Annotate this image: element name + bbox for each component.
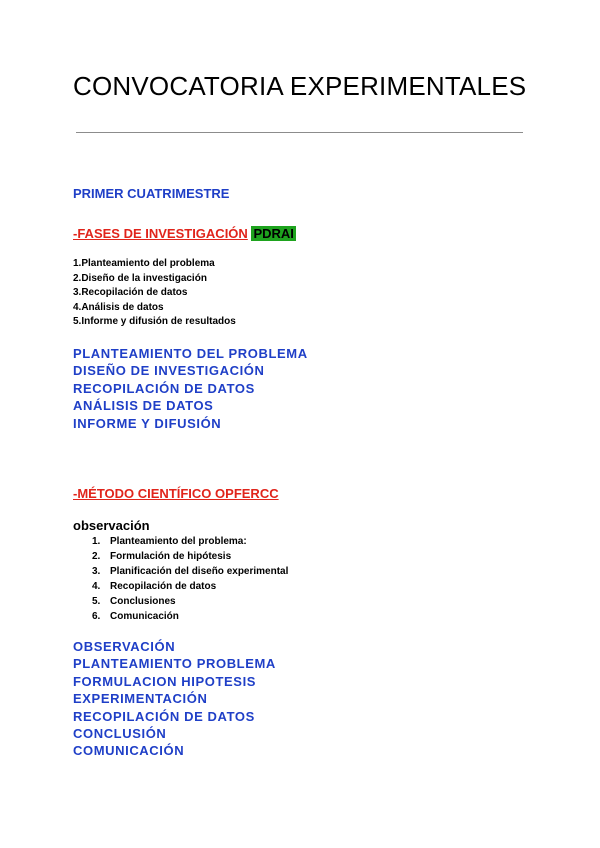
semester-heading: PRIMER CUATRIMESTRE [73,186,230,201]
list-item: INFORME Y DIFUSIÓN [73,415,222,431]
list-text: Recopilación de datos [110,580,217,592]
list-item: FORMULACION HIPOTESIS [73,673,257,689]
fases-summary-list [73,345,308,432]
list-item [92,580,288,595]
list-number: 3. [92,565,101,577]
list-item: 2.Diseño de la investigación [73,272,207,284]
list-item [92,565,288,580]
list-number: 2. [92,550,101,562]
list-text: Conclusiones [110,595,176,607]
fases-heading [73,226,296,241]
list-item: PLANTEAMIENTO DEL PROBLEMA [73,346,308,361]
metodo-steps-list [92,535,288,624]
list-text: Planteamiento del problema: [110,536,247,547]
list-item: RECOPILACIÓN DE DATOS [73,380,255,396]
fases-highlight-label: PDRAI [253,226,294,241]
list-item: OBSERVACIÓN [73,639,176,654]
list-number: 6. [92,610,101,622]
list-item: PLANTEAMIENTO PROBLEMA [73,656,276,672]
list-text: Formulación de hipótesis [110,550,232,562]
list-number: 5. [92,595,101,607]
metodo-summary-list [73,638,276,760]
list-item: RECOPILACIÓN DE DATOS [73,708,255,724]
metodo-heading-text: -MÉTODO CIENTÍFICO OPFERCC [73,486,279,501]
list-item: 1.Planteamiento del problema [73,258,215,269]
list-item [92,535,288,550]
list-item: EXPERIMENTACIÓN [73,691,208,707]
list-item: 4.Análisis de datos [73,301,164,313]
list-item: COMUNICACIÓN [73,743,185,759]
list-text: Planificación del diseño experimental [110,565,289,577]
list-item: 3.Recopilación de datos [73,287,188,299]
list-item: CONCLUSIÓN [73,726,167,742]
title-divider [76,132,523,133]
list-number: 1. [92,536,101,547]
document-title: CONVOCATORIA EXPERIMENTALES [73,71,527,101]
list-item [92,550,288,565]
list-text: Comunicación [110,610,179,622]
metodo-subheading: observación [73,518,150,533]
list-item [92,595,288,610]
metodo-heading [73,486,279,501]
fases-steps-list [73,257,236,330]
list-number: 4. [92,580,101,592]
list-item: ANÁLISIS DE DATOS [73,398,214,414]
list-item: 5.Informe y difusión de resultados [73,316,236,328]
list-item: DISEÑO DE INVESTIGACIÓN [73,363,265,379]
list-item [92,610,288,625]
fases-heading-text: -FASES DE INVESTIGACIÓN [73,226,248,241]
